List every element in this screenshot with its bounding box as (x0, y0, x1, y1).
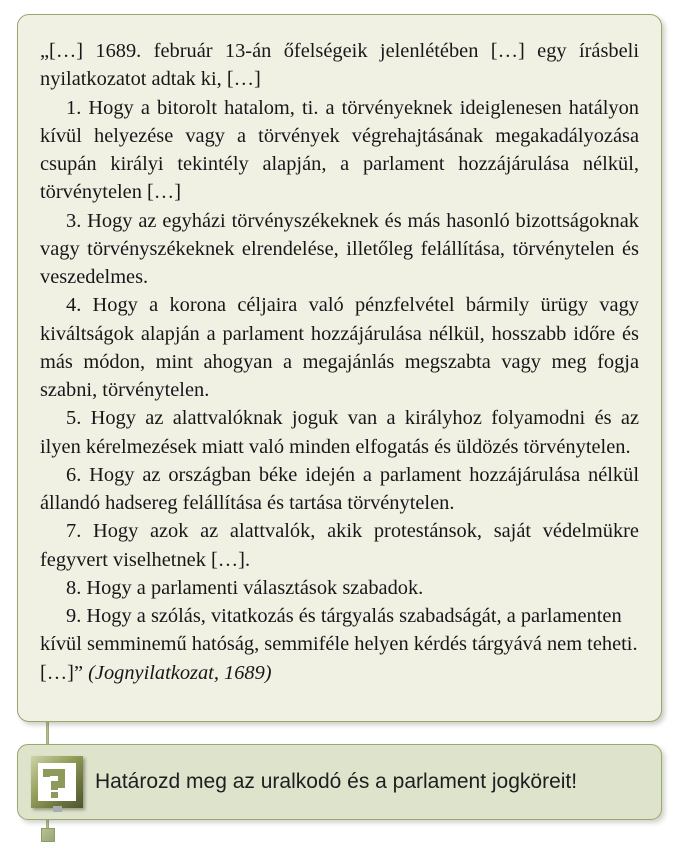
source-quote-card (17, 14, 662, 722)
quote-paragraph-article-3: 3. Hogy az egyházi törvényszékeknek és más hasonló bizottságoknak vagy törvényszékeknek elrendelése, illetőleg felállítása, törvénytelen és veszedelmes. (40, 209, 639, 288)
task-question-mark-icon (31, 756, 83, 808)
task-card (17, 744, 662, 820)
task-icon-glyph-segment (51, 781, 58, 790)
quote-paragraph-article-9 (40, 602, 639, 687)
quote-paragraph-article-8: 8. Hogy a parlamenti választások szabadok. (66, 576, 424, 599)
quote-paragraph-article-4: 4. Hogy a korona céljaira való pénzfelvétel bármily ürügy vagy kiváltságok alapján a parlament hozzájárulása nélkül, hosszabb időre és más módon, mint ahogyan a megajánlás megszabta vagy meg fogja szabni, törvénytelen. (40, 294, 639, 401)
task-icon-glyph-segment (43, 769, 50, 777)
task-icon-stand (53, 806, 62, 812)
quote-source-citation: (Jognyilatkozat, 1689) (88, 661, 272, 684)
quote-paragraph-article-1: 1. Hogy a bitorolt hatalom, ti. a törvényeknek ideiglenesen hatályon kívül helyezése vagy a törvények végrehajtásának megakadályozása csupán királyi tekintély alapján, a parlament hozzájárulása nélkül, törvénytelen […] (40, 96, 639, 204)
quote-paragraph-article-5: 5. Hogy az alattvalóknak joguk van a királyhoz folyamodni és az ilyen kérelmezések miatt való minden elfogatás és üldözés törvénytelen. (40, 407, 639, 458)
quote-paragraph-intro: „[…] 1689. február 13-án őfelségeik jelenlétében […] egy írásbeli nyilatkozatot adtak ki, […] (40, 40, 639, 91)
quote-paragraph-article-7: 7. Hogy azok az alattvalók, akik protestánsok, saját védelmükre fegyvert viselhetnek […]. (40, 520, 639, 571)
task-instruction-text: Határozd meg az uralkodó és a parlament jogköreit! (95, 770, 578, 794)
task-icon-glyph-segment (51, 792, 58, 798)
source-quote-text (40, 37, 639, 687)
connector-endpoint-marker (41, 828, 55, 842)
quote-article-9-text: 9. Hogy a szólás, vitatkozás és tárgyalás szabadságát, a parlamenten kívül semminemű hatóság, semmiféle helyen kérdés tárgyává nem teheti. […]” (40, 605, 638, 684)
quote-paragraph-article-6: 6. Hogy az országban béke idején a parlament hozzájárulása nélkül állandó hadsereg felállítása és tartása törvénytelen. (40, 463, 639, 514)
